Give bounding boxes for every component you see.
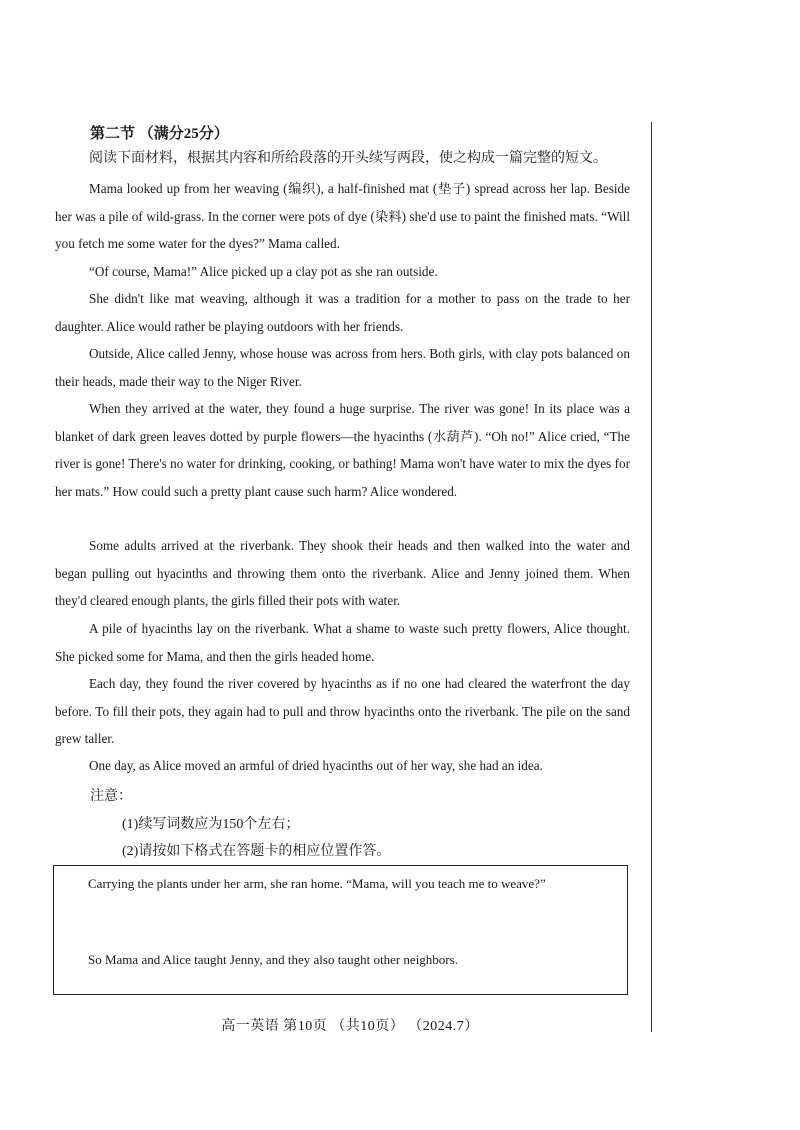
story-paragraph-3: She didn't like mat weaving, although it was a tradition for a mother to pass on the trade to her daughter. Alice would rather be playing outdoors with her friends.	[55, 291, 630, 334]
story-paragraph-1: Mama looked up from her weaving (编织), a half-finished mat (垫子) spread across her lap. Beside her was a pile of wild-grass. In the corner were pots of dye (染料) she'd use to paint the finished mats. “Will you fetch me some water for the dyes?” Mama called.	[55, 181, 630, 251]
notes-label: 注意：	[90, 789, 132, 804]
page-footer: 高一英语 第10页 （共10页） （2024.7）	[221, 1019, 479, 1034]
margin-rule	[651, 122, 652, 1032]
continuation-start-2: So Mama and Alice taught Jenny, and they also taught other neighbors.	[88, 952, 458, 967]
story-paragraph-4: Outside, Alice called Jenny, whose house was across from hers. Both girls, with clay pots balanced on their heads, made their way to the Niger River.	[55, 346, 630, 389]
note-item-2: (2)请按如下格式在答题卡的相应位置作答。	[122, 844, 391, 859]
answer-box	[53, 865, 628, 995]
continuation-start-1: Carrying the plants under her arm, she ran home. “Mama, will you teach me to weave?”	[88, 876, 546, 891]
story-paragraph-8: Each day, they found the river covered by hyacinths as if no one had cleared the waterfront the day before. To fill their pots, they again had to pull and throw hyacinths onto the riverbank. The pile on the sand grew taller.	[55, 676, 630, 746]
story-paragraph-7: A pile of hyacinths lay on the riverbank. What a shame to waste such pretty flowers, Alice thought. She picked some for Mama, and then the girls headed home.	[55, 621, 630, 664]
story-paragraph-5: When they arrived at the water, they found a huge surprise. The river was gone! In its place was a blanket of dark green leaves dotted by purple flowers—the hyacinths (水葫芦). “Oh no!” Alice cried, “The river is gone! There's no water for drinking, cooking, or bathing! Mama won't have water to mix the dyes for her mats.” How could such a pretty plant cause such harm? Alice wondered.	[55, 401, 630, 499]
section-title: 第二节 （满分25分）	[90, 126, 229, 142]
note-item-1: (1)续写词数应为150个左右；	[122, 817, 300, 832]
story-paragraph-2: “Of course, Mama!” Alice picked up a clay pot as she ran outside.	[89, 264, 438, 279]
story-paragraph-9: One day, as Alice moved an armful of dried hyacinths out of her way, she had an idea.	[89, 758, 543, 773]
instruction-text: 阅读下面材料，根据其内容和所给段落的开头续写两段，使之构成一篇完整的短文。	[89, 151, 607, 166]
story-paragraph-6: Some adults arrived at the riverbank. They shook their heads and then walked into the water and began pulling out hyacinths and throwing them onto the riverbank. Alice and Jenny joined them. When they'd cleared enough plants, the girls filled their pots with water.	[55, 538, 630, 608]
